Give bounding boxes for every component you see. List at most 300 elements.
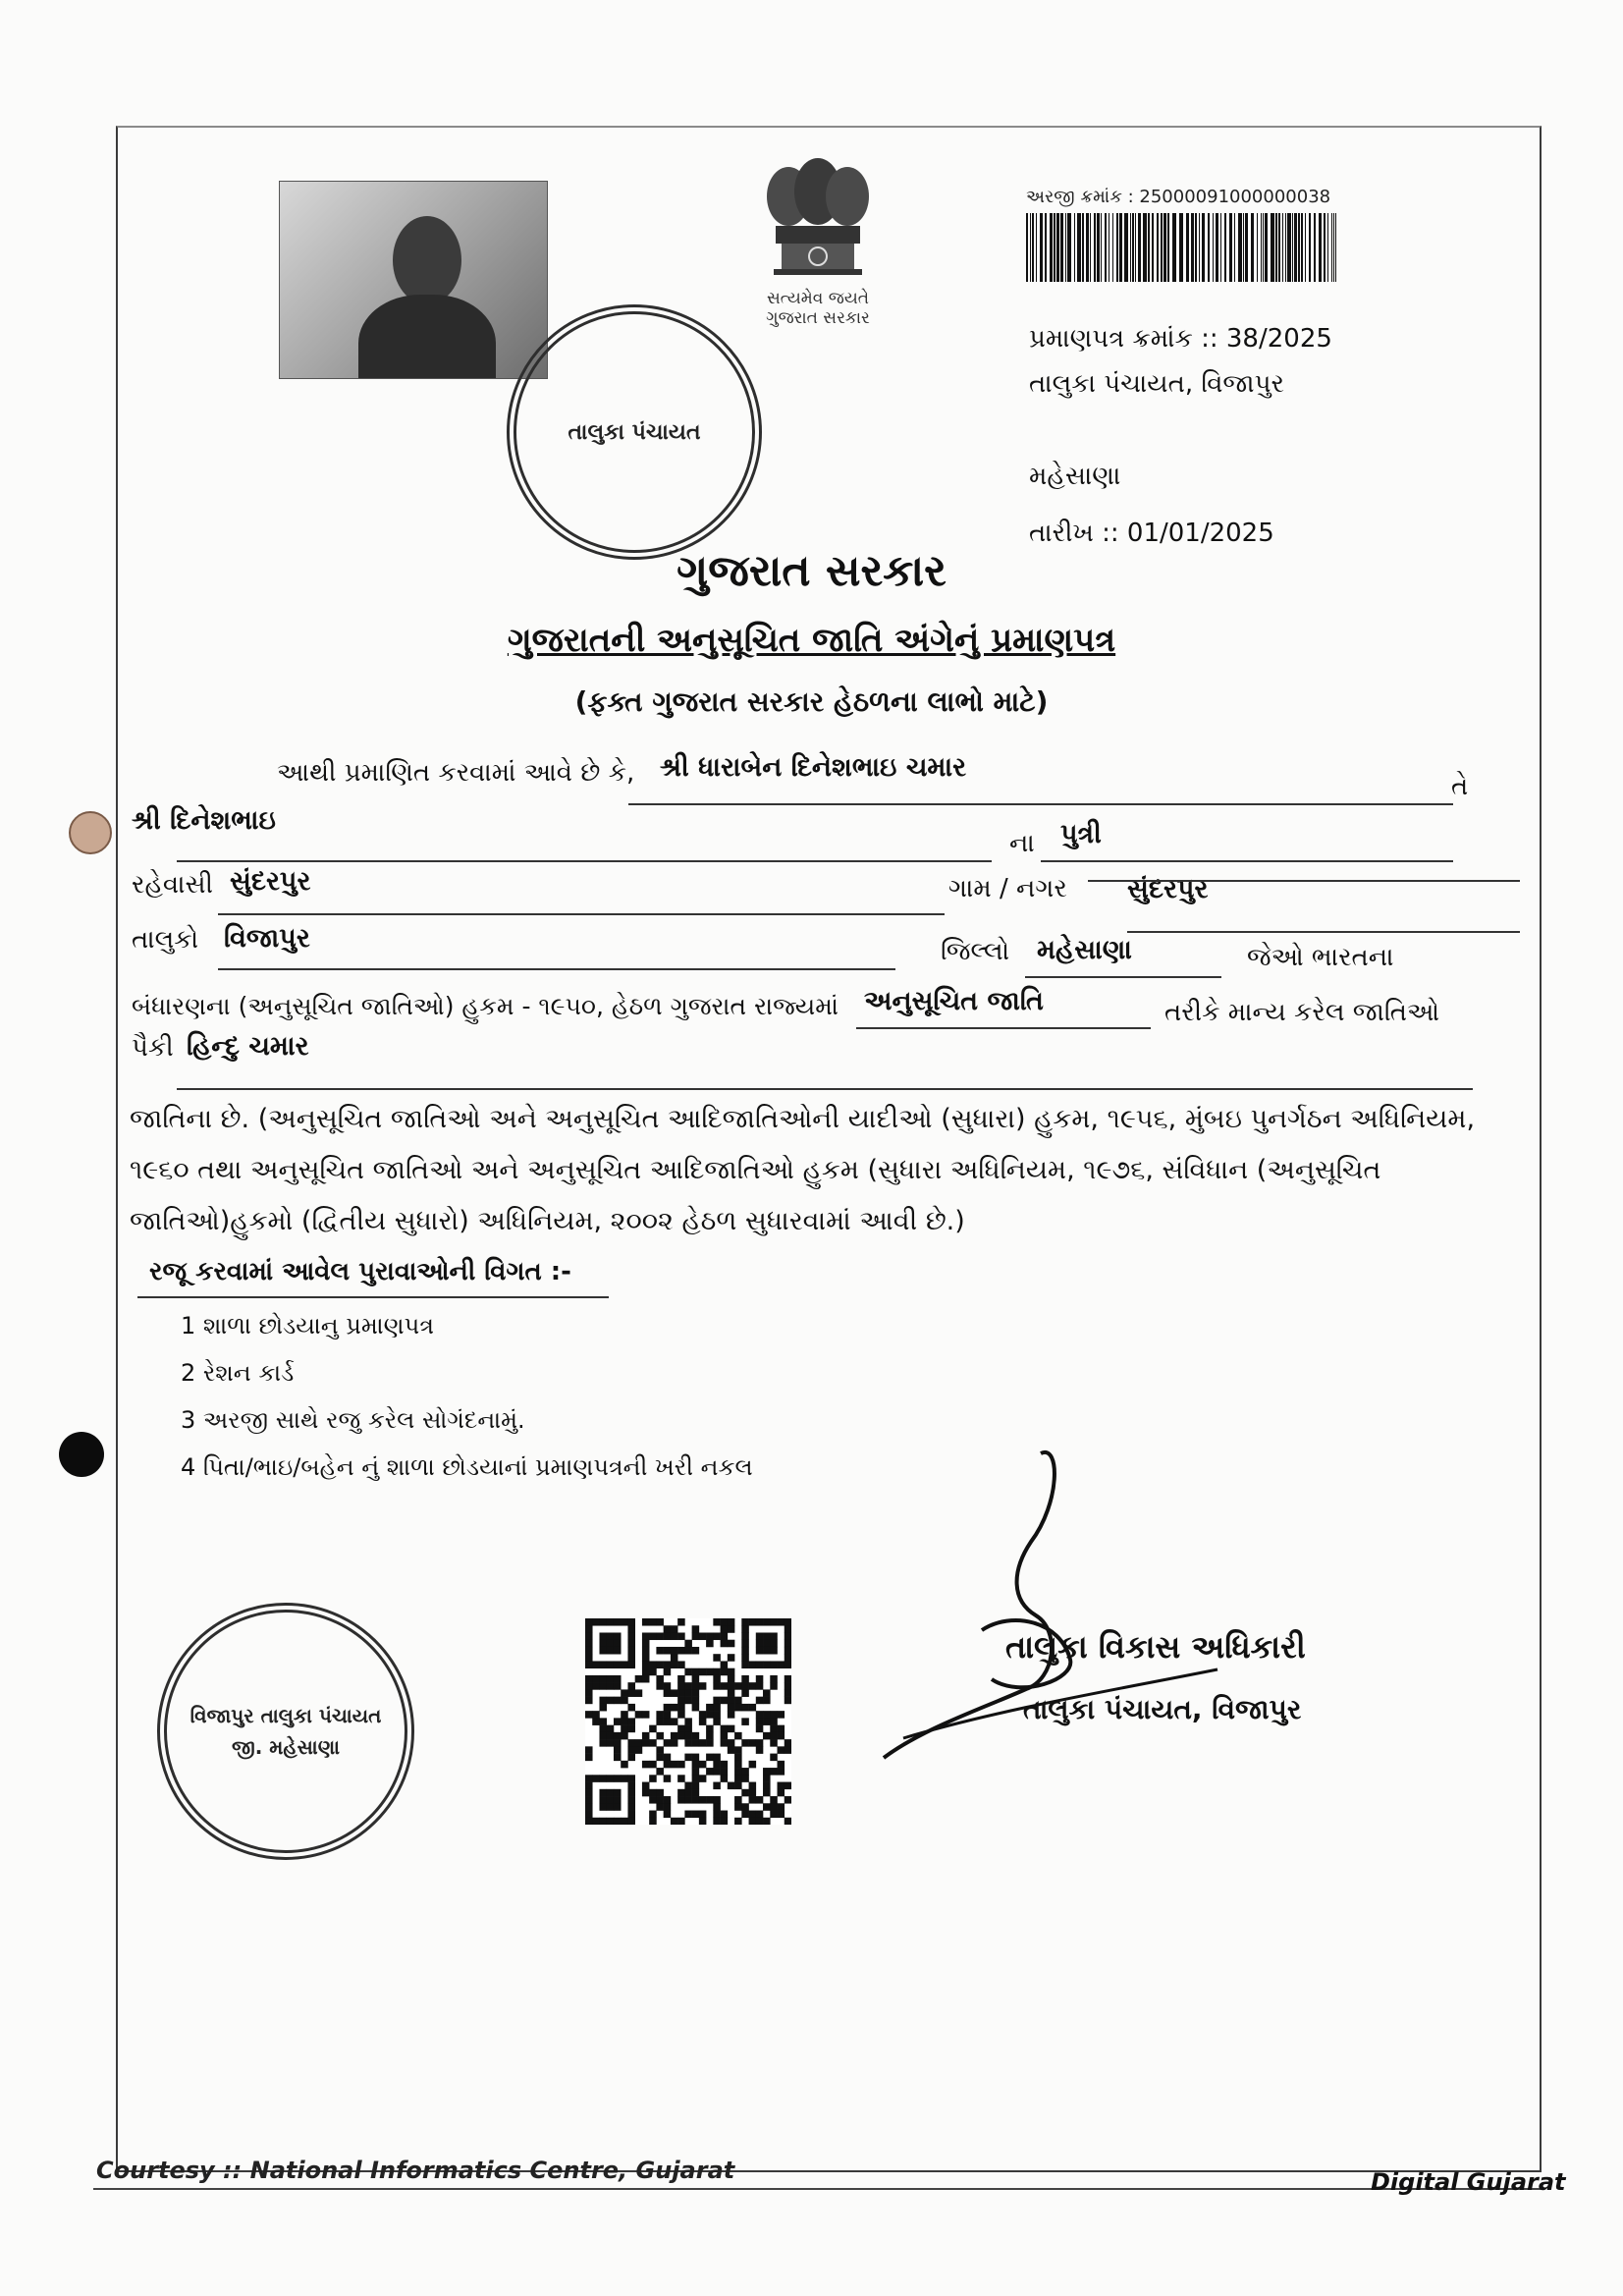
qr-module <box>585 1803 593 1811</box>
qr-module <box>784 1818 791 1825</box>
qr-module <box>585 1654 593 1662</box>
qr-module <box>741 1661 749 1668</box>
qr-module <box>671 1632 678 1640</box>
qr-module <box>614 1661 622 1668</box>
qr-module <box>699 1739 707 1747</box>
bottom-stamp-ring-text: વિજાપુર તાલુકા પંચાયત <box>189 1704 382 1727</box>
barcode-bar <box>1054 213 1055 282</box>
qr-module <box>706 1704 714 1712</box>
qr-module <box>607 1682 615 1690</box>
qr-module <box>784 1625 791 1633</box>
qr-module <box>627 1803 635 1811</box>
qr-module <box>635 1711 643 1719</box>
barcode-bar <box>1040 213 1043 282</box>
barcode-bar <box>1243 213 1244 282</box>
barcode-block <box>1026 187 1340 280</box>
barcode-bar <box>1065 213 1066 282</box>
qr-module <box>734 1775 742 1782</box>
qr-module <box>614 1618 622 1626</box>
district-label: જિલ્લો <box>941 937 1010 966</box>
qr-module <box>664 1704 672 1712</box>
barcode-bar <box>1257 213 1258 282</box>
qr-module <box>756 1818 764 1825</box>
qr-module <box>770 1811 778 1819</box>
qr-module <box>692 1754 700 1762</box>
qr-module <box>756 1661 764 1668</box>
barcode-bar <box>1132 213 1134 282</box>
qr-module <box>656 1732 664 1740</box>
qr-module <box>684 1689 692 1697</box>
qr-module <box>642 1782 650 1790</box>
qr-module <box>585 1789 593 1797</box>
qr-module <box>607 1732 615 1740</box>
evidence-item: 2 રેશન કાર્ડ <box>181 1359 295 1387</box>
qr-module <box>592 1661 600 1668</box>
qr-module <box>599 1789 607 1797</box>
barcode-bar <box>1082 213 1084 282</box>
qr-module <box>656 1711 664 1719</box>
barcode-bar <box>1314 213 1316 282</box>
qr-module <box>614 1775 622 1782</box>
qr-module <box>734 1768 742 1776</box>
qr-module <box>728 1682 735 1690</box>
qr-module <box>713 1675 721 1683</box>
qr-module <box>728 1689 735 1697</box>
qr-module <box>592 1682 600 1690</box>
qr-module <box>642 1739 650 1747</box>
qr-module <box>607 1818 615 1825</box>
resident-value: સુંદરપુર <box>230 866 311 897</box>
qr-module <box>741 1803 749 1811</box>
qr-module <box>692 1625 700 1633</box>
qr-module <box>728 1782 735 1790</box>
qr-module <box>692 1675 700 1683</box>
qr-module <box>614 1803 622 1811</box>
qr-module <box>734 1697 742 1705</box>
issuing-district: મહેસાણા <box>1029 462 1121 491</box>
barcode-bar <box>1152 213 1154 282</box>
qr-module <box>692 1697 700 1705</box>
qr-module <box>763 1768 771 1776</box>
qr-module <box>614 1796 622 1804</box>
qr-module <box>635 1675 643 1683</box>
qr-module <box>585 1711 593 1719</box>
qr-module <box>677 1697 685 1705</box>
qr-module <box>642 1632 650 1640</box>
qr-module <box>749 1704 757 1712</box>
qr-module <box>664 1811 672 1819</box>
qr-module <box>585 1661 593 1668</box>
qr-module <box>585 1647 593 1655</box>
qr-module <box>607 1803 615 1811</box>
qr-module <box>756 1640 764 1648</box>
qr-module <box>621 1818 628 1825</box>
qr-module <box>706 1732 714 1740</box>
qr-module <box>784 1682 791 1690</box>
qr-module <box>763 1732 771 1740</box>
qr-module <box>677 1818 685 1825</box>
qr-module <box>671 1732 678 1740</box>
qr-module <box>684 1789 692 1797</box>
qr-module <box>778 1803 785 1811</box>
qr-module <box>677 1725 685 1733</box>
barcode-bar <box>1030 213 1031 282</box>
qr-module <box>664 1803 672 1811</box>
qr-module <box>741 1682 749 1690</box>
barcode-bar <box>1101 213 1102 282</box>
barcode-bar <box>1143 213 1147 282</box>
qr-module <box>770 1661 778 1668</box>
qr-module <box>692 1768 700 1776</box>
qr-module <box>664 1689 672 1697</box>
qr-module <box>756 1796 764 1804</box>
qr-module <box>627 1654 635 1662</box>
qr-module <box>763 1647 771 1655</box>
taluka-panchayat-stamp-bottom <box>157 1603 414 1860</box>
qr-module <box>749 1739 757 1747</box>
qr-module <box>721 1618 729 1626</box>
qr-module <box>699 1682 707 1690</box>
qr-module <box>627 1682 635 1690</box>
na-label: ના <box>1009 829 1035 858</box>
barcode-bar <box>1294 213 1297 282</box>
top-stamp-text: તાલુકા પંચાયત <box>568 419 701 445</box>
certificate-number: પ્રમાણપત્ર ક્રમાંક :: 38/2025 <box>1029 324 1332 354</box>
qr-module <box>607 1661 615 1668</box>
issuing-office: તાલુકા પંચાયત, વિજાપુર <box>1029 369 1284 399</box>
barcode-bar <box>1298 213 1300 282</box>
qr-module <box>664 1754 672 1762</box>
barcode-bar <box>1045 213 1047 282</box>
father-name: શ્રી દિનેશભાઇ <box>132 805 276 836</box>
qr-module <box>784 1675 791 1683</box>
qr-module <box>684 1725 692 1733</box>
qr-module <box>763 1618 771 1626</box>
qr-module <box>614 1640 622 1648</box>
qr-module <box>778 1618 785 1626</box>
qr-module <box>721 1697 729 1705</box>
qr-module <box>656 1789 664 1797</box>
qr-module <box>649 1811 657 1819</box>
barcode-bar <box>1026 213 1028 282</box>
qr-module <box>627 1704 635 1712</box>
qr-module <box>770 1768 778 1776</box>
qr-module <box>614 1675 622 1683</box>
qr-module <box>763 1689 771 1697</box>
qr-code <box>585 1618 791 1825</box>
qr-module <box>770 1754 778 1762</box>
qr-module <box>627 1718 635 1725</box>
qr-module <box>642 1647 650 1655</box>
qr-module <box>585 1754 593 1762</box>
qr-module <box>677 1632 685 1640</box>
qr-module <box>721 1640 729 1648</box>
qr-module <box>677 1618 685 1626</box>
qr-module <box>599 1697 607 1705</box>
qr-module <box>699 1632 707 1640</box>
barcode-bar <box>1335 213 1336 282</box>
qr-module <box>749 1811 757 1819</box>
taluka-value: વિજાપુર <box>224 923 310 954</box>
relation: પુત્રી <box>1060 819 1102 849</box>
qr-module <box>621 1661 628 1668</box>
qr-module <box>756 1746 764 1754</box>
qr-module <box>684 1647 692 1655</box>
barcode-bar <box>1199 213 1200 282</box>
qr-module <box>763 1803 771 1811</box>
barcode-bar <box>1179 213 1183 282</box>
qr-module <box>721 1775 729 1782</box>
qr-module <box>635 1746 643 1754</box>
application-number: અરજી ક્રમાંક : 25000091000000038 <box>1026 187 1331 207</box>
qr-module <box>614 1818 622 1825</box>
qr-module <box>649 1725 657 1733</box>
qr-module <box>585 1782 593 1790</box>
qr-module <box>649 1761 657 1769</box>
qr-module <box>621 1725 628 1733</box>
qr-module <box>763 1775 771 1782</box>
qr-module <box>770 1640 778 1648</box>
barcode-bar <box>1213 213 1214 282</box>
signature-mark <box>864 1434 1335 1787</box>
qr-module <box>741 1689 749 1697</box>
qr-module <box>749 1682 757 1690</box>
qr-module <box>763 1640 771 1648</box>
qr-module <box>677 1761 685 1769</box>
qr-module <box>656 1754 664 1762</box>
qr-module <box>649 1818 657 1825</box>
qr-module <box>770 1739 778 1747</box>
barcode-bar <box>1172 213 1176 282</box>
qr-module <box>778 1782 785 1790</box>
qr-module <box>627 1625 635 1633</box>
barcode-bar <box>1130 213 1131 282</box>
qr-module <box>763 1632 771 1640</box>
qr-module <box>607 1697 615 1705</box>
qr-module <box>614 1632 622 1640</box>
qr-module <box>692 1739 700 1747</box>
qr-module <box>599 1682 607 1690</box>
qr-module <box>721 1761 729 1769</box>
qr-module <box>713 1754 721 1762</box>
qr-module <box>770 1725 778 1733</box>
evidence-heading-underline <box>137 1296 609 1298</box>
barcode-bar <box>1032 213 1034 282</box>
qr-module <box>728 1640 735 1648</box>
qr-module <box>749 1761 757 1769</box>
qr-module <box>614 1789 622 1797</box>
qr-module <box>642 1668 650 1676</box>
qr-module <box>728 1625 735 1633</box>
resident-label: રહેવાસી <box>132 870 213 900</box>
qr-module <box>627 1818 635 1825</box>
qr-module <box>713 1711 721 1719</box>
barcode-bar <box>1216 213 1218 282</box>
qr-module <box>713 1782 721 1790</box>
qr-module <box>621 1718 628 1725</box>
barcode-bar <box>1265 213 1268 282</box>
footer-courtesy: Courtesy :: National Informatics Centre, Gujarat <box>96 2157 735 2184</box>
qr-module <box>692 1796 700 1804</box>
barcode-bar <box>1278 213 1280 282</box>
qr-module <box>699 1811 707 1819</box>
qr-module <box>677 1682 685 1690</box>
barcode-bar <box>1261 213 1262 282</box>
te-label: તે <box>1451 772 1469 801</box>
qr-module <box>699 1775 707 1782</box>
certificate-note: (ફક્ત ગુજરાત સરકાર હેઠળના લાભો માટે) <box>574 685 1049 718</box>
qr-module <box>684 1697 692 1705</box>
qr-module <box>778 1725 785 1733</box>
qr-module <box>627 1618 635 1626</box>
barcode-bar <box>1195 213 1197 282</box>
qr-module <box>599 1647 607 1655</box>
qr-module <box>692 1775 700 1782</box>
qr-module <box>664 1668 672 1676</box>
qr-module <box>756 1697 764 1705</box>
qr-module <box>671 1647 678 1655</box>
qr-module <box>656 1675 664 1683</box>
signatory-designation: તાલુકા વિકાસ અધિકારી <box>1005 1628 1306 1666</box>
qr-module <box>677 1732 685 1740</box>
qr-module <box>749 1782 757 1790</box>
qr-module <box>741 1718 749 1725</box>
barcode-bar <box>1202 213 1205 282</box>
qr-module <box>734 1818 742 1825</box>
qr-module <box>706 1640 714 1648</box>
barcode-bar <box>1060 213 1063 282</box>
barcode-bar <box>1090 213 1091 282</box>
barcode-bar <box>1119 213 1122 282</box>
qr-module <box>585 1796 593 1804</box>
qr-module <box>664 1761 672 1769</box>
qr-module <box>749 1796 757 1804</box>
qr-module <box>728 1697 735 1705</box>
qr-module <box>671 1739 678 1747</box>
qr-module <box>614 1739 622 1747</box>
qr-module <box>699 1711 707 1719</box>
qr-module <box>607 1775 615 1782</box>
qr-module <box>713 1811 721 1819</box>
qr-module <box>649 1739 657 1747</box>
qr-module <box>677 1796 685 1804</box>
qr-module <box>607 1675 615 1683</box>
qr-module <box>778 1746 785 1754</box>
qr-module <box>614 1754 622 1762</box>
qr-module <box>664 1682 672 1690</box>
qr-module <box>713 1697 721 1705</box>
qr-module <box>621 1697 628 1705</box>
qr-module <box>741 1618 749 1626</box>
qr-module <box>756 1632 764 1640</box>
qr-module <box>784 1632 791 1640</box>
village-underline <box>1088 880 1520 882</box>
barcode-bar <box>1301 213 1303 282</box>
category-value: અનુસૂચિત જાતિ <box>864 986 1044 1016</box>
constitution-text: બંધારણના (અનુસૂચિત જાતિઓ) હુકમ - ૧૯૫૦, હેઠળ ગુજરાત રાજ્યમાં <box>132 992 839 1020</box>
district-value: મહેસાણા <box>1037 935 1132 965</box>
qr-module <box>684 1782 692 1790</box>
barcode-bar <box>1208 213 1210 282</box>
qr-module <box>671 1704 678 1712</box>
barcode-bar <box>1186 213 1189 282</box>
qr-module <box>728 1739 735 1747</box>
qr-module <box>706 1711 714 1719</box>
qr-module <box>734 1746 742 1754</box>
qr-module <box>627 1632 635 1640</box>
qr-module <box>627 1782 635 1790</box>
signatory-office: તાલુકા પંચાયત, વિજાપુર <box>1023 1693 1302 1725</box>
qr-module <box>585 1618 593 1626</box>
qr-module <box>778 1789 785 1797</box>
qr-module <box>728 1618 735 1626</box>
qr-module <box>741 1768 749 1776</box>
barcode-bar <box>1097 213 1100 282</box>
qr-module <box>721 1768 729 1776</box>
qr-module <box>734 1761 742 1769</box>
qr-module <box>692 1632 700 1640</box>
qr-module <box>778 1768 785 1776</box>
qr-module <box>713 1803 721 1811</box>
qr-module <box>763 1718 771 1725</box>
qr-module <box>621 1761 628 1769</box>
state-emblem <box>744 147 892 334</box>
qr-module <box>656 1632 664 1640</box>
qr-module <box>649 1796 657 1804</box>
qr-module <box>642 1640 650 1648</box>
qr-module <box>642 1661 650 1668</box>
barcode-bar <box>1285 213 1286 282</box>
qr-module <box>656 1661 664 1668</box>
barcode-bar <box>1116 213 1118 282</box>
barcode-bar <box>1245 213 1248 282</box>
qr-module <box>642 1732 650 1740</box>
qr-module <box>721 1732 729 1740</box>
barcode-bar <box>1086 213 1089 282</box>
qr-module <box>614 1697 622 1705</box>
qr-module <box>770 1732 778 1740</box>
barcode-bar <box>1157 213 1159 282</box>
qr-module <box>607 1725 615 1733</box>
qr-module <box>721 1661 729 1668</box>
qr-module <box>671 1661 678 1668</box>
qr-module <box>671 1625 678 1633</box>
qr-module <box>721 1625 729 1633</box>
qr-module <box>684 1811 692 1819</box>
qr-module <box>642 1711 650 1719</box>
qr-module <box>713 1632 721 1640</box>
qr-module <box>713 1704 721 1712</box>
qr-module <box>728 1711 735 1719</box>
qr-module <box>599 1775 607 1782</box>
qr-module <box>741 1739 749 1747</box>
qr-module <box>770 1618 778 1626</box>
qr-module <box>592 1718 600 1725</box>
village-value: સુંદરપુર <box>1127 874 1209 904</box>
qr-module <box>784 1739 791 1747</box>
barcode-bar <box>1112 213 1113 282</box>
qr-module <box>778 1761 785 1769</box>
qr-module <box>699 1718 707 1725</box>
recognized-text: તરીકે માન્ય કરેલ જાતિઓ <box>1164 998 1440 1027</box>
qr-module <box>721 1818 729 1825</box>
qr-module <box>706 1725 714 1733</box>
emblem-label: ગુજરાત સરકાર <box>766 308 870 328</box>
qr-module <box>763 1661 771 1668</box>
qr-module <box>778 1711 785 1719</box>
qr-module <box>684 1640 692 1648</box>
barcode-bar <box>1094 213 1096 282</box>
